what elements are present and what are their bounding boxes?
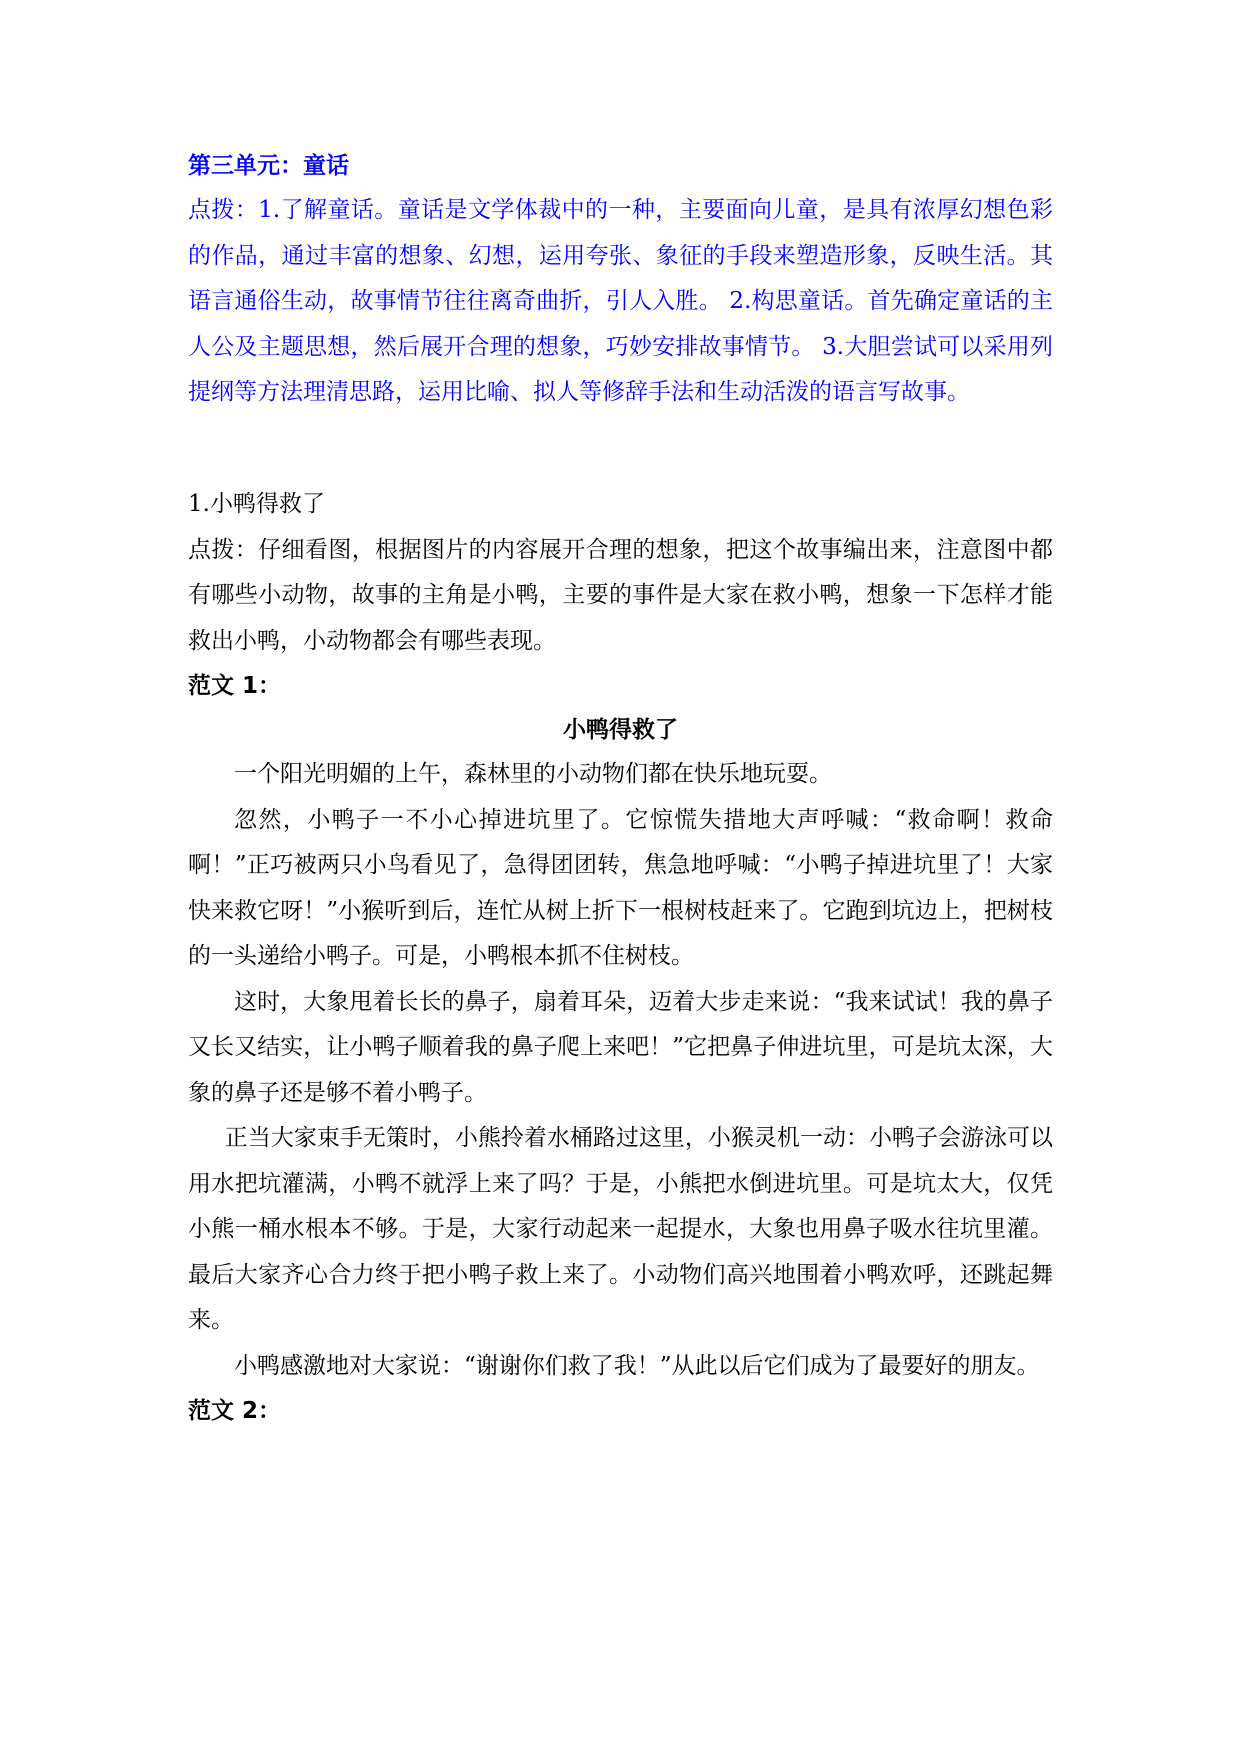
essay-title: 小鸭得救了 (563, 717, 678, 743)
essay-paragraph: 正当大家束手无策时，小熊拎着水桶路过这里，小猴灵机一动：小鸭子会游泳可以用水把坑灌满，小鸭不就浮上来了吗？于是，小熊把水倒进坑里。可是坑太大，仅凭小熊一桶水根本不够。于是，大家行动起来一起提水，大象也用鼻子吸水往坑里灌。最后大家齐心合力终于把小鸭子救上来了。小动物们高兴地围着小鸭欢呼，还跳起舞来。 (188, 1125, 1053, 1333)
essay-paragraph: 一个阳光明媚的上午，森林里的小动物们都在快乐地玩耍。 (234, 761, 832, 787)
section-spacer (188, 416, 1053, 484)
unit-tip: 点拨：1.了解童话。童话是文学体裁中的一种，主要面向儿童，是具有浓厚幻想色彩的作品，通过丰富的想象、幻想，运用夸张、象征的手段来塑造形象，反映生活。其语言通俗生动，故事情节往往离奇曲折，引人入胜。 2.构思童话。首先确定童话的主人公及主题思想，然后展开合理的想象，巧妙安排故事情节。 3.大胆尝试可以采用列提纲等方法理清思路，运用比喻、拟人等修辞手法和生动活泼的语言写故事。 (188, 197, 1053, 405)
sample-1-label: 范文 1： (188, 673, 282, 699)
essay-paragraph: 小鸭感激地对大家说：“谢谢你们救了我！”从此以后它们成为了最要好的朋友。 (234, 1352, 1040, 1379)
unit-title: 第三单元：童话 (188, 153, 349, 179)
essay-paragraph: 忽然，小鸭子一不小心掉进坑里了。它惊慌失措地大声呼喊：“救命啊！救命啊！”正巧被两只小鸟看见了，急得团团转，焦急地呼喊：“小鸭子掉进坑里了！大家快来救它呀！”小猴听到后，连忙从树上折下一根树枝赶来了。它跑到坑边上，把树枝的一头递给小鸭子。可是，小鸭根本抓不住树枝。 (188, 806, 1053, 969)
topic-tip: 点拨：仔细看图，根据图片的内容展开合理的想象，把这个故事编出来，注意图中都有哪些小动物，故事的主角是小鸭，主要的事件是大家在救小鸭，想象一下怎样才能救出小鸭，小动物都会有哪些表现。 (188, 536, 1053, 654)
sample-2-label: 范文 2： (188, 1398, 282, 1424)
topic-title: 1.小鸭得救了 (188, 490, 325, 517)
document-page (188, 148, 1053, 1433)
essay-paragraph: 这时，大象甩着长长的鼻子，扇着耳朵，迈着大步走来说：“我来试试！我的鼻子又长又结实，让小鸭子顺着我的鼻子爬上来吧！”它把鼻子伸进坑里，可是坑太深，大象的鼻子还是够不着小鸭子。 (188, 988, 1053, 1106)
